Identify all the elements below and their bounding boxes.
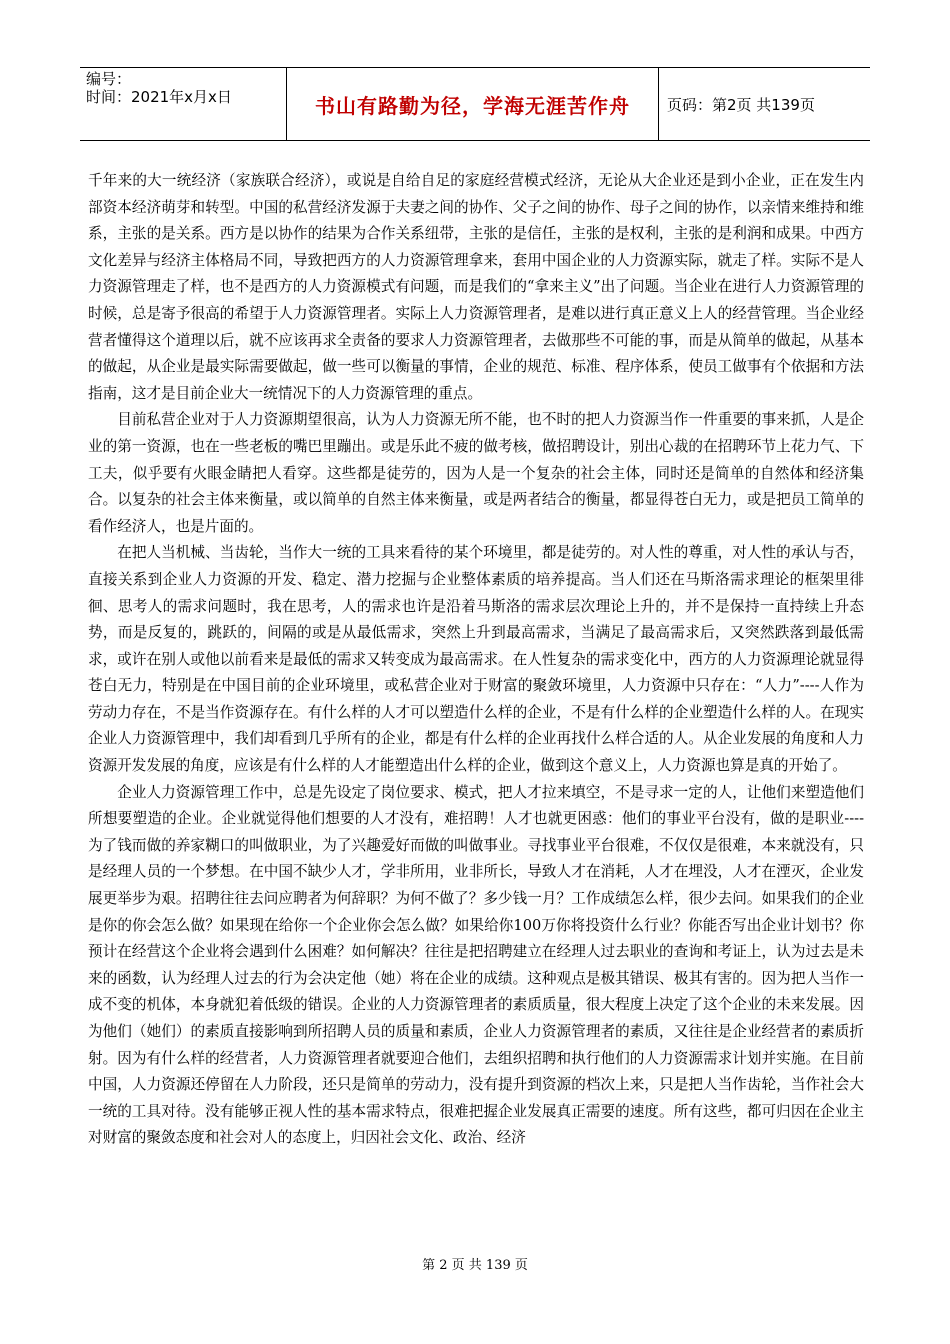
header-page-label: 页码：第2页 共139页 [667, 95, 815, 114]
paragraph-4: 企业人力资源管理工作中，总是先设定了岗位要求、模式，把人才拉来填空，不是寻求一定的人，让他们来塑造他们所想要塑造的企业。企业就觉得他们想要的人才没有，难招聘！人才也就更困惑：他们的事业平台没有，做的是职业----为了钱而做的养家糊口的叫做职业，为了兴趣爱好而做的叫做事业。寻找事业平台很难，不仅仅是很难，本来就没有，只是经理人员的一个梦想。在中国不缺少人才，学非所用，业非所长，导致人才在消耗，人才在埋没，人才在湮灭，企业发展更举步为艰。招聘往往去问应聘者为何辞职？为何不做了？多少钱一月？工作成绩怎么样，很少去问。如果我们的企业是你的你会怎么做？如果现在给你一个企业你会怎么做？如果给你100万你将投资什么行业？你能否写出企业计划书？你预计在经营这个企业将会遇到什么困难？如何解决？往往是把招聘建立在经理人过去职业的查询和考证上，认为过去是未来的函数，认为经理人过去的行为会决定他（她）将在企业的成绩。这种观点是极其错误、极其有害的。因为把人当作一成不变的机体，本身就犯着低级的错误。企业的人力资源管理者的素质质量，很大程度上决定了这个企业的未来发展。因为他们（她们）的素质直接影响到所招聘人员的质量和素质，企业人力资源管理者的素质，又往往是企业经营者的素质折射。因为有什么样的经营者，人力资源管理者就要迎合他们，去组织招聘和执行他们的人力资源需求计划并实施。在目前中国，人力资源还停留在人力阶段，还只是简单的劳动力，没有提升到资源的档次上来，只是把人当作齿轮，当作社会大一统的工具对待。没有能够正视人性的基本需求特点，很难把握企业发展真正需要的速度。所有这些，都可归因在企业主对财富的聚敛态度和社会对人的态度上，归因社会文化、政治、经济 [88, 783, 864, 1147]
document-body [88, 168, 864, 1152]
page-header [80, 67, 870, 141]
header-meta [80, 68, 287, 140]
footer-page-number: 第 2 页 共 139 页 [422, 1258, 528, 1273]
paragraph-3: 在把人当机械、当齿轮，当作大一统的工具来看待的某个环境里，都是徒劳的。对人性的尊重，对人性的承认与否，直接关系到企业人力资源的开发、稳定、潜力挖掘与企业整体素质的培养提高。当人们还在马斯洛需求理论的框架里徘徊、思考人的需求问题时，我在思考，人的需求也许是沿着马斯洛的需求层次理论上升的，并不是保持一直持续上升态势，而是反复的，跳跃的，间隔的或是从最低需求，突然上升到最高需求，当满足了最高需求后，又突然跌落到最低需求，或许在别人或他以前看来是最低的需求又转变成为最高需求。在人性复杂的需求变化中，西方的人力资源理论就显得苍白无力，特别是在中国目前的企业环境里，或私营企业对于财富的聚敛环境里，人力资源中只存在：“人力”----人作为劳动力存在，不是当作资源存在。有什么样的人才可以塑造什么样的企业，不是有什么样的企业塑造什么样的人。在现实企业人力资源管理中，我们却看到几乎所有的企业，都是有什么样的企业再找什么样合适的人。从企业发展的角度和人力资源开发发展的角度，应该是有什么样的人才能塑造出什么样的企业，做到这个意义上，人力资源也算是真的开始了。 [88, 544, 864, 775]
page-footer [0, 1254, 950, 1273]
paragraph-1: 千年来的大一统经济（家族联合经济），或说是自给自足的家庭经营模式经济，无论从大企业还是到小企业，正在发生内部资本经济萌芽和转型。中国的私营经济发源于夫妻之间的协作、父子之间的协作、母子之间的协作，以亲情来维持和维系，主张的是关系。西方是以协作的结果为合作关系纽带，主张的是信任，主张的是权利，主张的是利润和成果。中西方文化差异与经济主体格局不同，导致把西方的人力资源管理拿来，套用中国企业的人力资源实际，就走了样。实际不是人力资源管理走了样，也不是西方的人力资源模式有问题，而是我们的“拿来主义”出了问题。当企业在进行人力资源管理的时候，总是寄予很高的希望于人力资源管理者。实际上人力资源管理者，是难以进行真正意义上人的经营管理。当企业经营者懂得这个道理以后，就不应该再求全责备的要求人力资源管理者，去做那些不可能的事，而是从简单的做起，从基本的做起，从企业是最实际需要做起，做一些可以衡量的事情，企业的规范、标准、程序体系，使员工做事有个依据和方法指南，这才是目前企业大一统情况下的人力资源管理的重点。 [88, 172, 864, 402]
paragraph-2: 目前私营企业对于人力资源期望很高，认为人力资源无所不能，也不时的把人力资源当作一件重要的事来抓，人是企业的第一资源，也在一些老板的嘴巴里蹦出。或是乐此不疲的做考核，做招聘设计，别出心裁的在招聘环节上花力气、下工夫，似乎要有火眼金睛把人看穿。这些都是徒劳的，因为人是一个复杂的社会主体，同时还是简单的自然体和经济集合。以复杂的社会主体来衡量，或以简单的自然主体来衡量，或是两者结合的衡量，都显得苍白无力，或是把员工简单的看作经济人，也是片面的。 [88, 411, 864, 535]
time-label: 时间：2021年x月x日 [86, 88, 232, 106]
doc-number-label: 编号： [86, 70, 132, 88]
header-motto: 书山有路勤为径，学海无涯苦作舟 [287, 68, 659, 140]
